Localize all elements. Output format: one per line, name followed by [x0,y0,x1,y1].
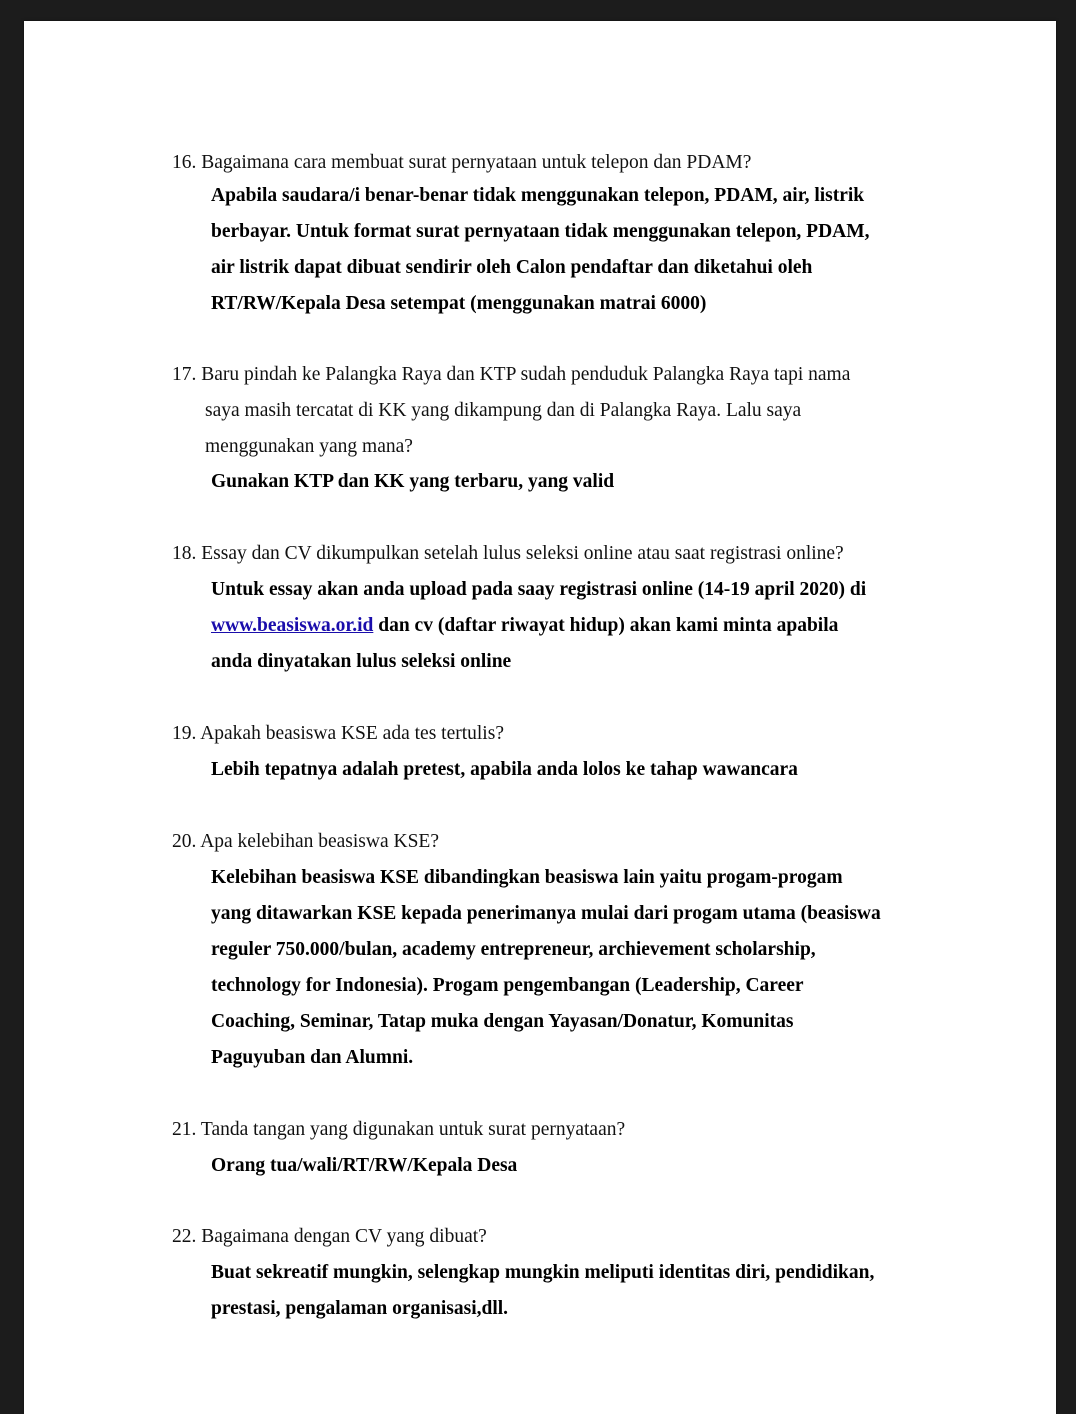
answer-line: Apabila saudara/i benar-benar tidak menggunakan telepon, PDAM, air, listrik [211,185,865,206]
answer-line: air listrik dapat dibuat sendirir oleh Calon pendaftar dan diketahui oleh [211,257,813,278]
answer-line: prestasi, pengalaman organisasi,dll. [211,1298,509,1319]
question-22 [172,1219,932,1255]
question-19 [172,716,932,752]
question-number: 17. [172,364,197,385]
question-text: Baru pindah ke Palangka Raya dan KTP sudah penduduk Palangka Raya tapi nama [201,364,851,385]
question-18 [172,536,932,572]
question-20 [172,824,932,860]
question-number: 22. [172,1226,197,1247]
answer-21 [211,1148,951,1184]
question-text: Essay dan CV dikumpulkan setelah lulus seleksi online atau saat registrasi online? [201,543,844,564]
answer-19 [211,752,951,788]
answer-22 [211,1255,951,1327]
question-number: 19. [172,723,197,744]
answer-line: technology for Indonesia). Progam pengembangan (Leadership, Career [211,975,804,996]
answer-line: Kelebihan beasiswa KSE dibandingkan beasiswa lain yaitu progam-progam [211,867,843,888]
answer-18 [211,572,951,680]
answer-line: reguler 750.000/bulan, academy entrepreneur, archievement scholarship, [211,939,816,960]
answer-line: yang ditawarkan KSE kepada penerimanya mulai dari progam utama (beasiswa [211,903,881,924]
answer-line: Lebih tepatnya adalah pretest, apabila anda lolos ke tahap wawancara [211,759,798,780]
question-number: 16. [172,152,197,173]
question-text: Bagaimana cara membuat surat pernyataan untuk telepon dan PDAM? [201,152,752,173]
answer-line: anda dinyatakan lulus seleksi online [211,651,512,672]
answer-16 [211,178,951,322]
question-text: Bagaimana dengan CV yang dibuat? [201,1226,487,1247]
answer-line: Gunakan KTP dan KK yang terbaru, yang valid [211,471,615,492]
answer-line: Coaching, Seminar, Tatap muka dengan Yayasan/Donatur, Komunitas [211,1011,794,1032]
question-text: Apakah beasiswa KSE ada tes tertulis? [200,723,504,744]
question-number: 18. [172,543,197,564]
question-text: Tanda tangan yang digunakan untuk surat pernyataan? [200,1119,626,1140]
question-number: 21. [172,1119,197,1140]
answer-line: Buat sekreatif mungkin, selengkap mungkin meliputi identitas diri, pendidikan, [211,1262,875,1283]
question-17 [172,357,932,465]
answer-17 [211,464,951,500]
beasiswa-link[interactable]: www.beasiswa.or.id [211,615,374,636]
answer-20 [211,860,951,1076]
question-text: menggunakan yang mana? [205,436,413,457]
answer-line: Orang tua/wali/RT/RW/Kepala Desa [211,1155,518,1176]
answer-line: berbayar. Untuk format surat pernyataan tidak menggunakan telepon, PDAM, [211,221,870,242]
question-text: Apa kelebihan beasiswa KSE? [200,831,439,852]
question-21 [172,1112,932,1148]
document-page [24,21,1056,1414]
answer-line: Untuk essay akan anda upload pada saay registrasi online (14-19 april 2020) di [211,579,867,600]
question-text: saya masih tercatat di KK yang dikampung dan di Palangka Raya. Lalu saya [205,400,802,421]
answer-line: Paguyuban dan Alumni. [211,1047,414,1068]
answer-line: dan cv (daftar riwayat hidup) akan kami minta apabila [373,615,839,636]
question-16 [172,145,932,181]
question-number: 20. [172,831,197,852]
answer-line: RT/RW/Kepala Desa setempat (menggunakan matrai 6000) [211,293,707,314]
